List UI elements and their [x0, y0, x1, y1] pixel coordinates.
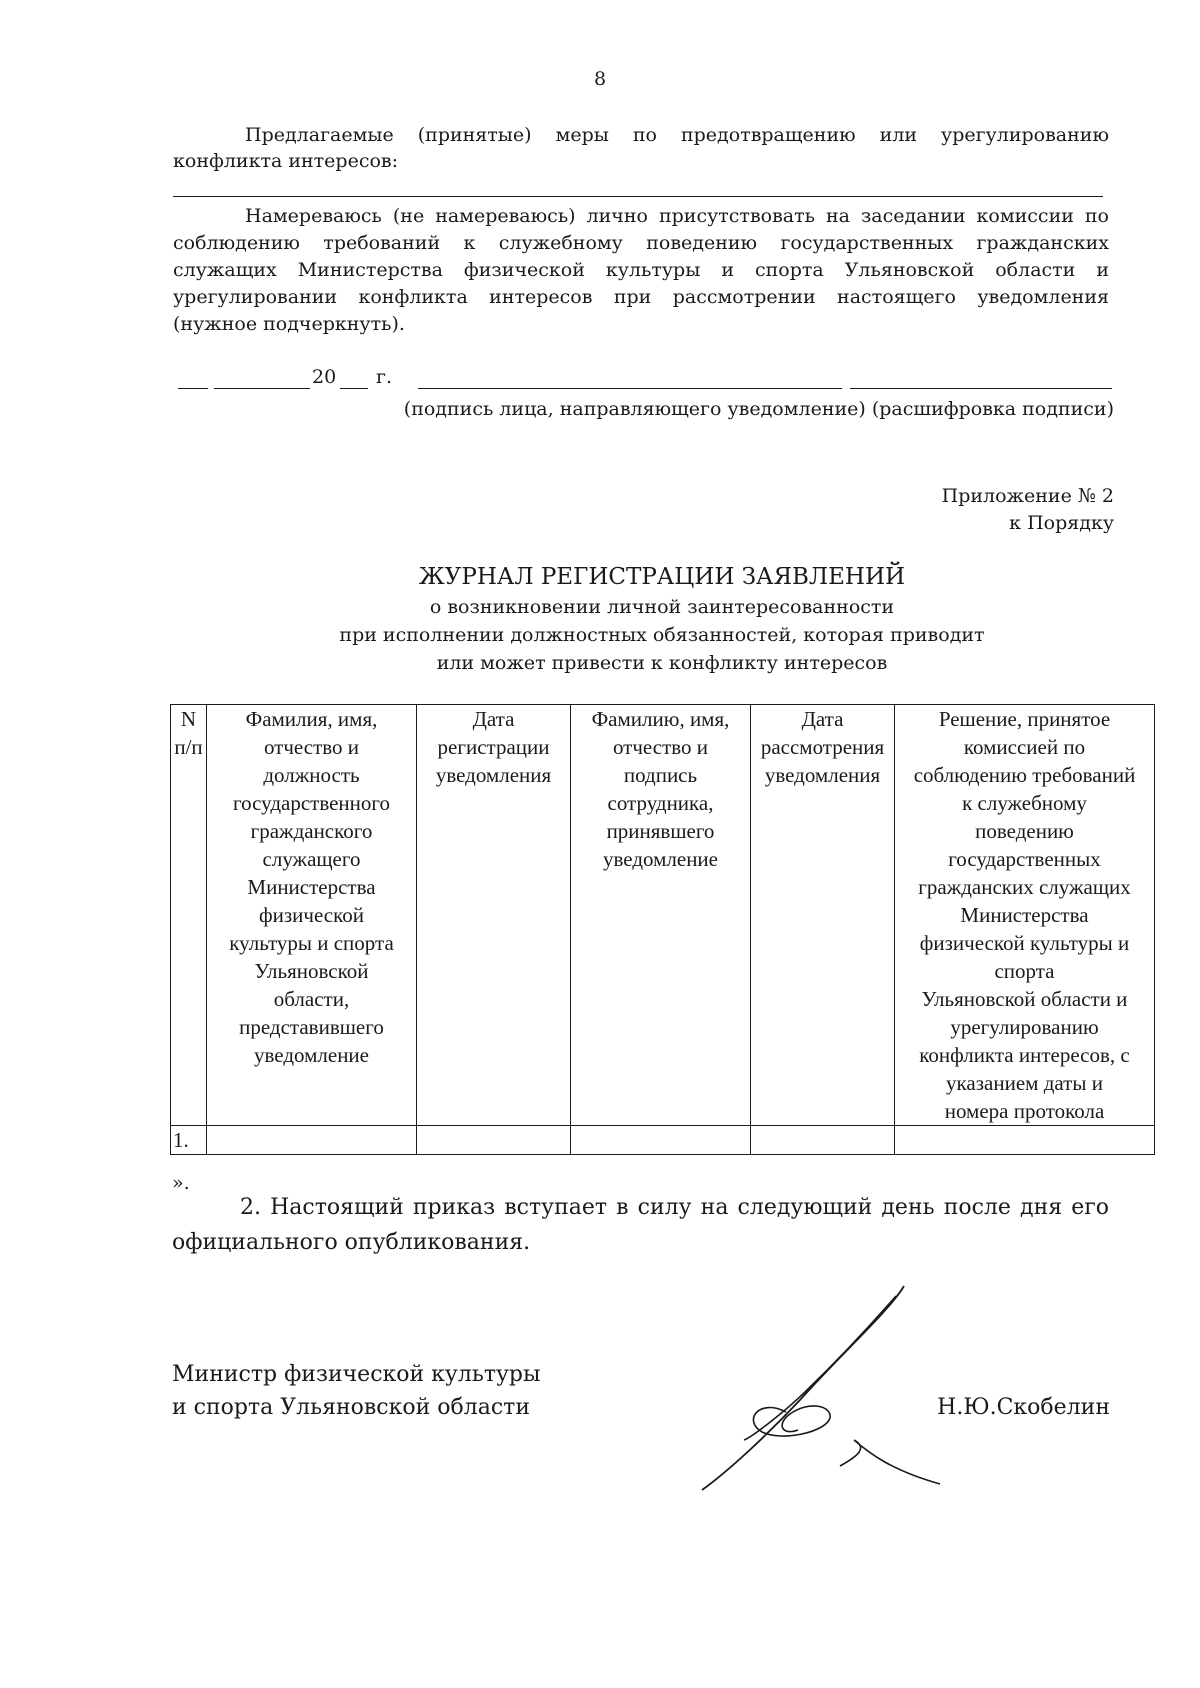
measures-blank-line	[173, 196, 1103, 197]
signature-caption: (подпись лица, направляющего уведомление) (расшифровка подписи)	[403, 398, 1114, 420]
journal-subtitle-3: или может привести к конфликту интересов	[436, 652, 888, 674]
date-month-blank	[214, 388, 310, 389]
intention-line-3: служащих Министерства физической культуры и спорта Ульяновской области и	[173, 259, 1109, 281]
table-cell	[895, 1126, 1155, 1155]
appendix-subtitle: к Порядку	[1009, 512, 1114, 534]
journal-title: ЖУРНАЛ РЕГИСТРАЦИИ ЗАЯВЛЕНИЙ	[418, 564, 906, 590]
table-cell: 1.	[171, 1126, 207, 1155]
table-cell	[571, 1126, 751, 1155]
table-cell	[417, 1126, 571, 1155]
signer-name: Н.Ю.Скобелин	[937, 1395, 1110, 1420]
date-year-blank	[340, 388, 368, 389]
measures-line-1: Предлагаемые (принятые) меры по предотвращению или урегулированию	[245, 124, 1109, 146]
intention-line-2: соблюдению требований к служебному поведению государственных гражданских	[173, 232, 1109, 254]
signer-position-line-1: Министр физической культуры	[172, 1362, 541, 1387]
order-clause-line-1: 2. Настоящий приказ вступает в силу на следующий день после дня его	[240, 1195, 1109, 1220]
header-receiver: Фамилию, имя, отчество и подпись сотрудника, принявшего уведомление	[571, 705, 751, 1126]
intention-line-1: Намереваюсь (не намереваюсь) лично присутствовать на заседании комиссии по	[245, 205, 1109, 227]
signer-position-line-2: и спорта Ульяновской области	[172, 1395, 530, 1420]
journal-table	[170, 704, 1155, 1155]
intention-line-4: урегулировании конфликта интересов при рассмотрении настоящего уведомления	[173, 286, 1109, 308]
header-number: N п/п	[171, 705, 207, 1126]
date-day-blank	[178, 388, 208, 389]
intention-line-5: (нужное подчеркнуть).	[173, 313, 405, 335]
table-cell	[207, 1126, 417, 1155]
header-review-date: Дата рассмотрения уведомления	[751, 705, 895, 1126]
table-row	[171, 1126, 1155, 1155]
table-cell	[751, 1126, 895, 1155]
signature-blank	[418, 388, 842, 389]
handwritten-signature	[690, 1280, 950, 1500]
date-year-suffix: г.	[376, 366, 392, 388]
order-clause-line-2: официального опубликования.	[172, 1230, 531, 1255]
table-header-row	[171, 705, 1155, 1126]
closing-quote: ».	[172, 1172, 190, 1194]
measures-line-2: конфликта интересов:	[173, 150, 399, 172]
signature-decoding-blank	[850, 388, 1112, 389]
journal-subtitle-1: о возникновении личной заинтересованности	[429, 596, 895, 618]
appendix-title: Приложение № 2	[941, 485, 1114, 507]
header-employee: Фамилия, имя, отчество и должность государственного гражданского служащего Министерства физической культуры и спорта Ульяновской области, представившего уведомление	[207, 705, 417, 1126]
header-decision: Решение, принятое комиссией по соблюдению требований к служебному поведению государственных гражданских служащих Министерства физической культуры и спорта Ульяновской области и урегулированию конфликта интересов, с указанием даты и номера протокола	[895, 705, 1155, 1126]
header-registration-date: Дата регистрации уведомления	[417, 705, 571, 1126]
journal-subtitle-2: при исполнении должностных обязанностей, которая приводит	[339, 624, 985, 646]
page-number: 8	[593, 68, 607, 90]
date-year-prefix: 20	[312, 366, 337, 388]
